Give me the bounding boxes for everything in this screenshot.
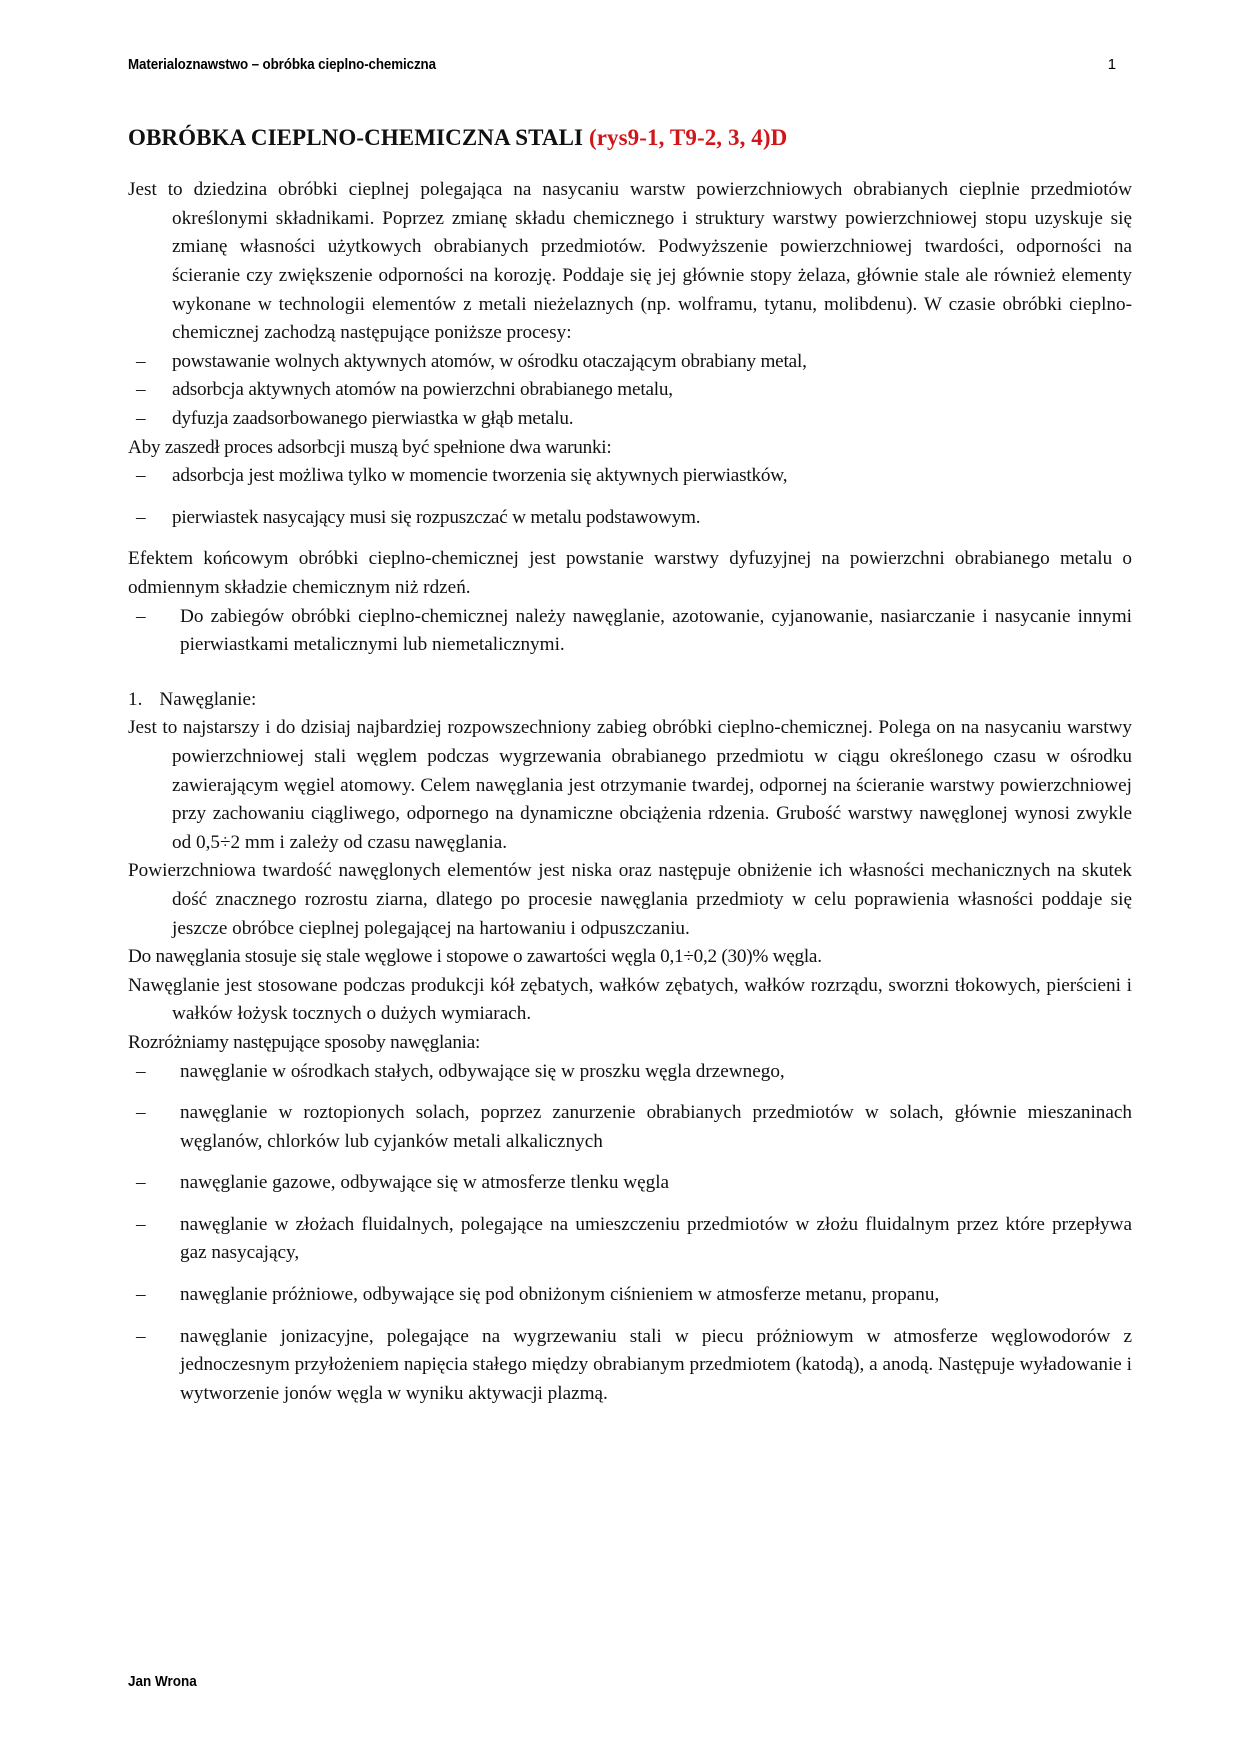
dash-bullet-icon: –	[136, 1213, 146, 1235]
applications-paragraph: Nawęglanie jest stosowane podczas produkcji kół zębatych, wałków zębatych, wałków rozrządu, sworzni tłokowych, pierścieni i wałków łożysk tocznych o dużych wymiarach.	[128, 974, 1132, 1025]
treatments-list	[128, 603, 1132, 660]
list-item	[128, 1169, 1132, 1198]
running-header	[128, 56, 1120, 75]
dash-bullet-icon: –	[136, 506, 146, 528]
list-item-label: powstawanie wolnych aktywnych atomów, w ośrodku otaczającym obrabiany metal,	[172, 350, 807, 372]
methods-list	[128, 1058, 1132, 1409]
carburizing-paragraph: Jest to najstarszy i do dzisiaj najbardziej rozpowszechniony zabieg obróbki cieplno-chemicznej. Polega on na nasycaniu warstwy powierzchniowej stali węglem podczas wygrzewania obrabianego przedmiotu w ciągu określonego czasu w ośrodku zawierającym węgiel atomowy. Celem nawęglania jest otrzymanie twardej, odpornej na ścieranie warstwy powierzchniowej przy zachowaniu ciągliwego, odpornego na dynamiczne obciążenia rdzenia. Grubość warstwy nawęglonej wynosi zwykle od 0,5÷2 mm i zależy od czasu nawęglania.	[128, 717, 1132, 853]
hardness-paragraph: Powierzchniowa twardość nawęglonych elementów jest niska oraz następuje obniżenie ich własności mechanicznych na skutek dość znacznego rozrostu ziarna, dlatego po procesie nawęglania przedmioty w celu poprawienia własności poddaje się jeszcze obróbce cieplnej polegającej na hartowaniu i odpuszczaniu.	[128, 860, 1132, 939]
dash-bullet-icon: –	[136, 1325, 146, 1347]
footer-author: Jan Wrona	[128, 1674, 197, 1690]
conditions-list	[128, 462, 1132, 532]
list-item-label: adsorbcja jest możliwa tylko w momencie tworzenia się aktywnych pierwiastków,	[172, 465, 788, 487]
section-number: 1.	[128, 688, 143, 710]
list-item-label: nawęglanie gazowe, odbywające się w atmosferze tlenku węgla	[180, 1172, 670, 1194]
page-title	[128, 125, 1132, 150]
page-title-main: OBRÓBKA CIEPLNO-CHEMICZNA STALI	[128, 125, 589, 150]
list-item-label: nawęglanie w złożach fluidalnych, polegające na umieszczeniu przedmiotów w złożu fluidalnym przez które przepływa gaz nasycający,	[180, 1213, 1132, 1264]
list-item	[128, 603, 1132, 660]
section-title: Nawęglanie:	[159, 688, 257, 710]
dash-bullet-icon: –	[136, 1284, 146, 1306]
list-item-label: adsorbcja aktywnych atomów na powierzchni obrabianego metalu,	[172, 379, 673, 401]
dash-bullet-icon: –	[136, 1102, 146, 1124]
list-item	[128, 1281, 1132, 1310]
page-number: 1	[1107, 56, 1116, 73]
effect-paragraph: Efektem końcowym obróbki cieplno-chemicznej jest powstanie warstwy dyfuzyjnej na powierzchni obrabianego metalu o odmiennym składzie chemicznym niż rdzeń.	[128, 548, 1132, 599]
dash-bullet-icon: –	[136, 379, 146, 401]
dash-bullet-icon: –	[136, 1060, 146, 1082]
list-item	[128, 504, 1132, 533]
list-item-label: nawęglanie próżniowe, odbywające się pod obniżonym ciśnieniem w atmosferze metanu, propanu,	[180, 1284, 940, 1306]
list-item	[128, 405, 1132, 434]
running-header-title: Materialoznawstwo – obróbka cieplno-chemiczna	[128, 57, 436, 73]
document-body	[128, 176, 1132, 1408]
page-title-reference: (rys9-1, T9-2, 3, 4)D	[588, 125, 788, 150]
intro-paragraph: Jest to dziedzina obróbki cieplnej polegająca na nasycaniu warstw powierzchniowych obrabianych cieplnie przedmiotów określonymi składnikami. Poprzez zmianę składu chemicznego i struktury warstwy powierzchniowej stopu uzyskuje się zmianę własności użytkowych obrabianych przedmiotów. Podwyższenie powierzchniowej twardości, odporności na ścieranie czy zwiększenie odporności na korozję. Poddaje się jej głównie stopy żelaza, głównie stale ale również elementy wykonane w technologii elementów z metali nieżelaznych (np. wolframu, tytanu, molibdenu). W czasie obróbki cieplno-chemicznej zachodzą następujące poniższe procesy:	[128, 179, 1132, 344]
section-heading	[128, 686, 1132, 715]
dash-bullet-icon: –	[136, 408, 146, 430]
dash-bullet-icon: –	[136, 465, 146, 487]
list-item	[128, 348, 1132, 377]
process-list	[128, 348, 1132, 434]
dash-bullet-icon: –	[136, 605, 146, 627]
conditions-lead: Aby zaszedł proces adsorbcji muszą być spełnione dwa warunki:	[128, 436, 612, 458]
list-item-label: nawęglanie w ośrodkach stałych, odbywające się w proszku węgla drzewnego,	[180, 1060, 785, 1082]
list-item-label: nawęglanie w roztopionych solach, poprzez zanurzenie obrabianych przedmiotów w solach, głównie mieszaninach węglanów, chlorków lub cyjanków metali alkalicznych	[180, 1102, 1132, 1152]
list-item	[128, 1058, 1132, 1087]
dash-bullet-icon: –	[136, 1172, 146, 1194]
methods-lead: Rozróżniamy następujące sposoby nawęglania:	[128, 1031, 481, 1053]
steel-grades-line: Do nawęglania stosuje się stale węglowe i stopowe o zawartości węgla 0,1÷0,2 (30)% węgla.	[128, 946, 822, 968]
dash-bullet-icon: –	[136, 350, 146, 372]
list-item-label: dyfuzja zaadsorbowanego pierwiastka w głąb metalu.	[172, 408, 574, 430]
list-item	[128, 1099, 1132, 1156]
list-item-label: nawęglanie jonizacyjne, polegające na wygrzewaniu stali w piecu próżniowym w atmosferze węglowodorów z jednoczesnym przyłożeniem napięcia stałego między obrabianym przedmiotem (katodą), a anodą. Następuje wyładowanie i wytworzenie jonów węgla w wyniku aktywacji plazmą.	[180, 1325, 1132, 1404]
list-item	[128, 1323, 1132, 1409]
list-item-label: Do zabiegów obróbki cieplno-chemicznej należy nawęglanie, azotowanie, cyjanowanie, nasiarczanie i nasycanie innymi pierwiastkami metalicznymi lub niemetalicznymi.	[180, 605, 1132, 656]
section-spacer	[128, 660, 1132, 686]
list-item	[128, 376, 1132, 405]
list-item	[128, 1211, 1132, 1268]
list-item	[128, 462, 1132, 491]
list-item-label: pierwiastek nasycający musi się rozpuszczać w metalu podstawowym.	[172, 506, 701, 528]
